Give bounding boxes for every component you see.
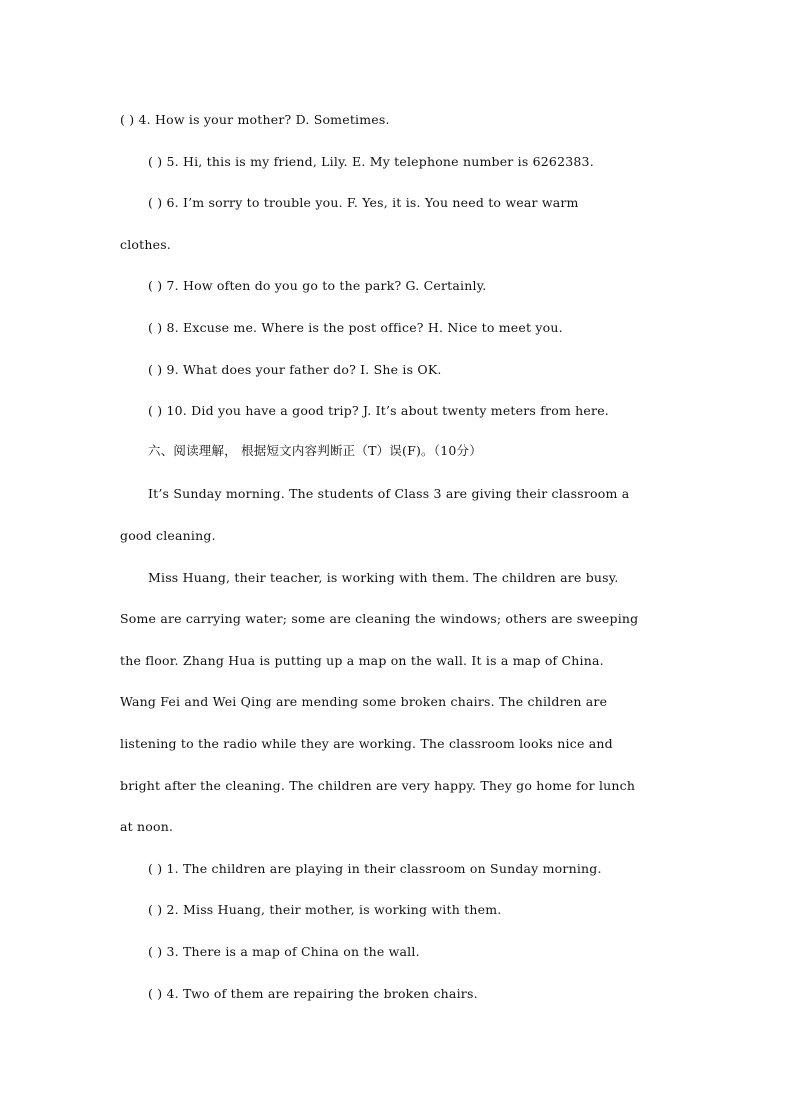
passage-line: at noon. — [120, 819, 174, 834]
matching-item-6-continued: clothes. — [120, 237, 171, 252]
question-2: ( ) 2. Miss Huang, their mother, is working with them. — [148, 902, 502, 917]
passage-line: the floor. Zhang Hua is putting up a map on the wall. It is a map of China. — [120, 653, 604, 668]
passage-line: Wang Fei and Wei Qing are mending some broken chairs. The children are — [120, 694, 608, 709]
matching-item-5: ( ) 5. Hi, this is my friend, Lily. E. My telephone number is 6262383. — [148, 154, 594, 169]
passage-line: bright after the cleaning. The children are very happy. They go home for lunch — [120, 778, 636, 793]
passage-line: listening to the radio while they are working. The classroom looks nice and — [120, 736, 613, 751]
passage-line: good cleaning. — [120, 528, 216, 543]
matching-item-9: ( ) 9. What does your father do? I. She is OK. — [148, 362, 442, 377]
question-4: ( ) 4. Two of them are repairing the broken chairs. — [148, 986, 478, 1001]
passage-line: Miss Huang, their teacher, is working with them. The children are busy. — [148, 570, 619, 585]
matching-item-8: ( ) 8. Excuse me. Where is the post office? H. Nice to meet you. — [148, 320, 563, 335]
question-1: ( ) 1. The children are playing in their classroom on Sunday morning. — [148, 861, 602, 876]
matching-item-7: ( ) 7. How often do you go to the park? G. Certainly. — [148, 278, 487, 293]
section-heading: 六、阅读理解， 根据短文内容判断正（T）误(F)。（10分） — [148, 443, 482, 458]
passage-line: Some are carrying water; some are cleaning the windows; others are sweeping — [120, 611, 639, 626]
matching-item-6: ( ) 6. I’m sorry to trouble you. F. Yes, it is. You need to wear warm — [148, 195, 579, 210]
matching-item-4: ( ) 4. How is your mother? D. Sometimes. — [120, 112, 390, 127]
question-3: ( ) 3. There is a map of China on the wall. — [148, 944, 420, 959]
matching-item-10: ( ) 10. Did you have a good trip? J. It’s about twenty meters from here. — [148, 403, 609, 418]
passage-line: It’s Sunday morning. The students of Class 3 are giving their classroom a — [148, 486, 630, 501]
